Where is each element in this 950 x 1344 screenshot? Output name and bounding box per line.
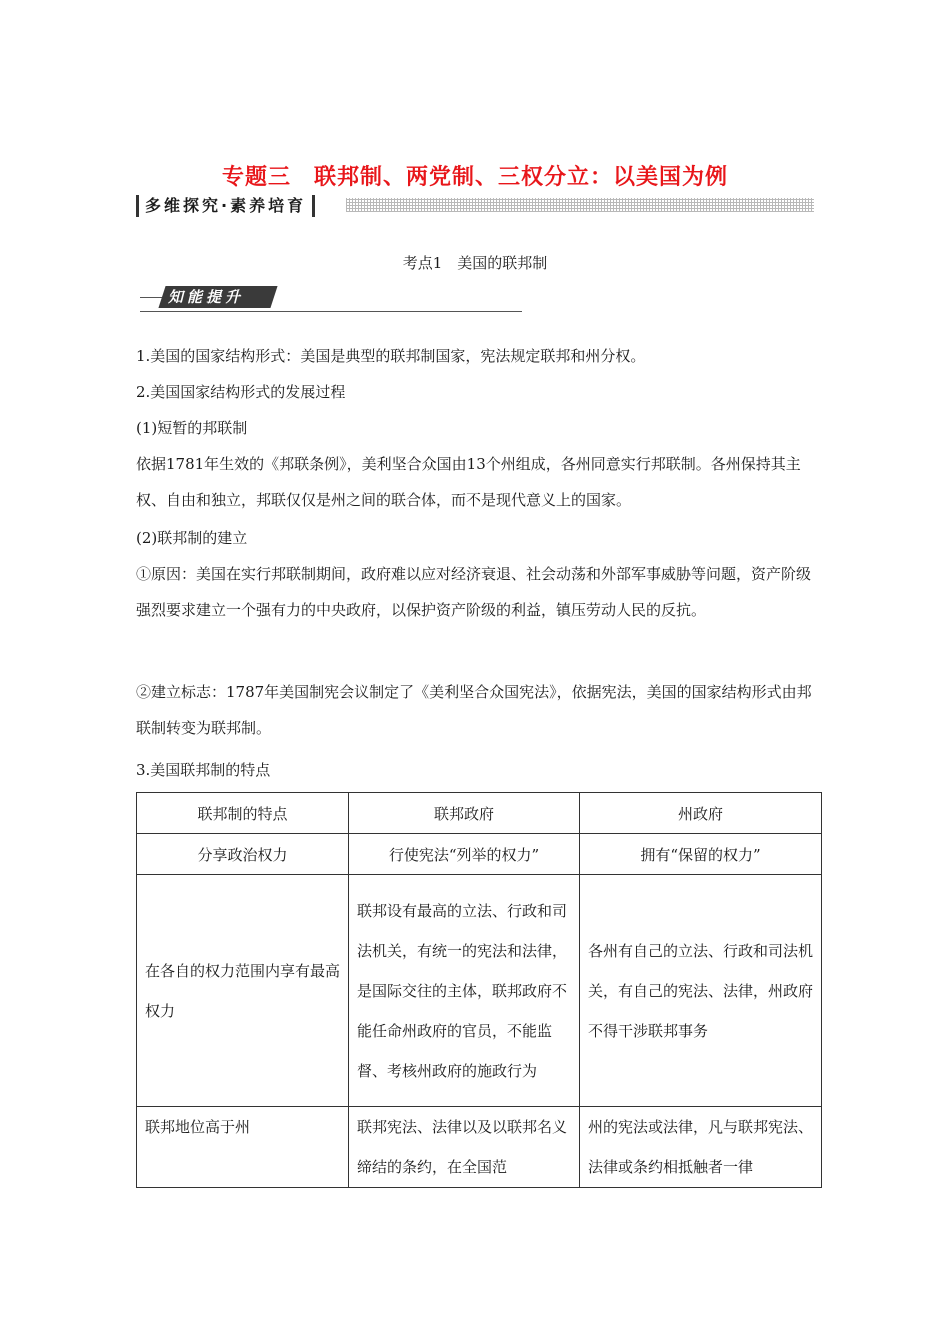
ability-tag <box>140 286 522 312</box>
section-banner <box>136 195 814 217</box>
table-cell: 州的宪法或法律，凡与联邦宪法、法律或条约相抵触者一律 <box>580 1107 822 1188</box>
document-title: 专题三 联邦制、两党制、三权分立：以美国为例 <box>221 165 728 190</box>
table-cell: 分享政治权力 <box>137 834 349 875</box>
table-header-cell: 州政府 <box>580 793 822 834</box>
paragraph-5: (2)联邦制的建立 <box>136 529 248 547</box>
tag-label: 知能提升 <box>168 288 245 306</box>
paragraph-7: ②建立标志：1787年美国制宪会议制定了《美利坚合众国宪法》，依据宪法，美国的国家结构形式由邦联制转变为联邦制。 <box>136 683 812 737</box>
paragraph-3: (1)短暂的邦联制 <box>136 419 248 437</box>
table-row <box>137 1107 822 1188</box>
paragraph-8: 3.美国联邦制的特点 <box>136 761 271 779</box>
paragraph-6: ①原因：美国在实行邦联制期间，政府难以应对经济衰退、社会动荡和外部军事威胁等问题，资产阶级强烈要求建立一个强有力的中央政府，以保护资产阶级的利益，镇压劳动人民的反抗。 <box>136 565 812 619</box>
federalism-table <box>136 792 822 1188</box>
table-cell: 在各自的权力范围内享有最高权力 <box>137 875 349 1107</box>
banner-label: 多维探究·素养培育 <box>136 195 315 217</box>
paragraph-4: 依据1781年生效的《邦联条例》，美利坚合众国由13个州组成，各州同意实行邦联制。各州保持其主权、自由和独立，邦联仅仅是州之间的联合体，而不是现代意义上的国家。 <box>136 455 801 509</box>
table-cell: 拥有“保留的权力” <box>580 834 822 875</box>
table-header-cell: 联邦制的特点 <box>137 793 349 834</box>
table-cell: 联邦地位高于州 <box>137 1107 349 1188</box>
table-row <box>137 875 822 1107</box>
table-cell: 联邦宪法、法律以及以联邦名义缔结的条约，在全国范 <box>349 1107 580 1188</box>
table-row <box>137 834 822 875</box>
topic-heading: 考点1 美国的联邦制 <box>402 254 548 272</box>
tag-underline <box>140 311 522 312</box>
table-header-cell: 联邦政府 <box>349 793 580 834</box>
banner-stripes <box>346 198 814 212</box>
paragraph-1: 1.美国的国家结构形式：美国是典型的联邦制国家，宪法规定联邦和州分权。 <box>136 347 646 365</box>
table-cell: 各州有自己的立法、行政和司法机关，有自己的宪法、法律，州政府不得干涉联邦事务 <box>580 875 822 1107</box>
paragraph-2: 2.美国国家结构形式的发展过程 <box>136 383 346 401</box>
table-cell: 行使宪法“列举的权力” <box>349 834 580 875</box>
table-cell: 联邦设有最高的立法、行政和司法机关，有统一的宪法和法律，是国际交往的主体，联邦政府不能任命州政府的官员，不能监督、考核州政府的施政行为 <box>349 875 580 1107</box>
table-header-row <box>137 793 822 834</box>
